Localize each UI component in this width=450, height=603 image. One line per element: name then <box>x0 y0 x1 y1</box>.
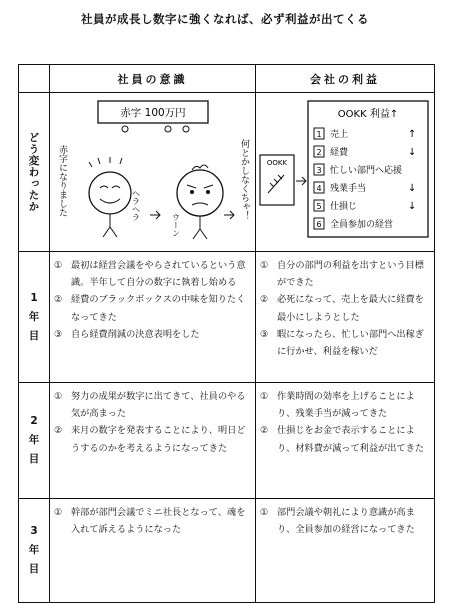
year-label <box>19 412 49 469</box>
year-label <box>19 522 49 579</box>
right-caption: 何とかしなくちゃ！ <box>239 139 249 220</box>
board-item-number: 5 <box>316 202 322 211</box>
list-item <box>260 388 430 422</box>
header-row <box>19 65 435 93</box>
employee-items-list <box>50 383 255 457</box>
year-company-cell <box>256 383 435 499</box>
employee-items-list <box>50 499 255 538</box>
arrow-right-icon-3 <box>296 177 306 185</box>
year-label-cell <box>19 252 50 383</box>
sign-hook-left <box>122 126 128 132</box>
item-text: 必死になって、売上を最大に経費を最小にしようとした <box>277 294 424 323</box>
board-item-number: 6 <box>316 220 322 229</box>
board-item-arrow: ↓ <box>408 201 417 212</box>
year-row <box>19 499 435 603</box>
list-item <box>54 291 251 325</box>
year-label-char: 年 <box>28 434 40 446</box>
year-label-char: 年 <box>28 310 40 323</box>
profit-board-items <box>314 128 416 230</box>
list-item <box>260 422 430 456</box>
year-label-char: 2 <box>30 415 38 427</box>
list-item <box>54 422 251 456</box>
worried-face-icon <box>177 165 223 239</box>
item-number: ② <box>260 294 269 306</box>
list-item <box>54 504 251 538</box>
year-row <box>19 383 435 499</box>
year-label-char: 3 <box>30 525 38 537</box>
year-employee-cell <box>50 383 256 499</box>
arrow-right-icon <box>150 211 160 219</box>
page-title: 社員が成長し数字に強くなれば、必ず利益が出てくる <box>81 12 369 26</box>
right-face-sound: ウーン <box>171 213 181 237</box>
item-number: ② <box>260 425 269 437</box>
company-items-list <box>256 499 434 538</box>
list-item <box>54 388 251 422</box>
board-item-number: 3 <box>316 166 322 175</box>
item-text: 自ら経費削減の決意表明をした <box>71 328 200 340</box>
item-text: 部門会議や朝礼により意識が高まり、全員参加の経営になってきた <box>277 507 415 536</box>
company-items-list <box>256 383 434 457</box>
board-item-text: 経費 <box>330 148 349 158</box>
downtrend-icon <box>268 175 284 193</box>
board-item-text: 忙しい部門へ応援 <box>330 166 403 176</box>
illustration-right-cell <box>256 93 435 252</box>
list-item <box>260 291 430 325</box>
list-item <box>260 326 430 360</box>
sign-hook-center <box>165 126 171 132</box>
row-label-how-changed <box>19 93 50 252</box>
company-box-label: OOKK <box>266 159 288 167</box>
faces-illustration <box>50 93 256 251</box>
list-item <box>54 326 251 343</box>
year-label-char: 目 <box>28 329 40 342</box>
row-label-text: どう変わったか <box>27 131 40 213</box>
employee-items-list <box>50 252 255 343</box>
year-label-char: 1 <box>30 291 38 304</box>
item-number: ① <box>260 391 269 402</box>
year-company-cell <box>256 499 435 603</box>
board-item-number: 4 <box>316 184 322 193</box>
list-item <box>260 504 430 538</box>
board-item-text: 売上 <box>330 130 349 140</box>
list-item <box>54 257 251 291</box>
left-caption: 赤字になりました <box>57 145 67 217</box>
item-text: 最初は経営会議をやらされているという意識。半年して自分の数字に執着し始める <box>71 260 246 289</box>
sign-hook-right <box>183 126 189 132</box>
item-number: ① <box>54 391 63 402</box>
year-employee-cell <box>50 499 256 603</box>
board-item-text: 仕損じ <box>330 202 358 212</box>
item-text: 自分の部門の利益を出すという目標ができた <box>277 260 424 289</box>
item-number: ① <box>54 507 63 518</box>
item-number: ① <box>54 260 63 271</box>
year-label-char: 目 <box>28 453 40 465</box>
board-item-arrow: ↓ <box>408 147 417 158</box>
header-employee-awareness: 社員の意識 <box>50 65 256 93</box>
board-item-number: 2 <box>316 148 322 157</box>
illustration-row <box>19 93 435 252</box>
item-number: ③ <box>54 328 63 340</box>
year-label-char: 年 <box>28 544 40 556</box>
item-number: ① <box>260 507 269 518</box>
year-company-cell <box>256 252 435 383</box>
comparison-table <box>18 64 435 603</box>
board-item-arrow: ↓ <box>408 183 417 194</box>
smiling-face-icon <box>89 157 131 237</box>
profit-board-title: OOKK 利益↑ <box>337 109 399 120</box>
board-item-text: 残業手当 <box>330 184 367 194</box>
item-text: 作業時間の効率を上げることにより、残業手当が減ってきた <box>277 391 415 420</box>
year-row <box>19 252 435 383</box>
board-item-number: 1 <box>316 130 322 139</box>
board-item-arrow: ↑ <box>408 129 417 140</box>
item-number: ③ <box>260 328 269 340</box>
profit-board-illustration <box>256 93 435 251</box>
item-number: ② <box>54 294 63 306</box>
header-company-profit: 会社の利益 <box>256 65 435 93</box>
corner-cell <box>19 65 50 93</box>
left-face-sound: ヘラヘラ <box>131 189 141 221</box>
list-item <box>260 257 430 291</box>
year-label-cell <box>19 383 50 499</box>
year-label-char: 目 <box>28 563 40 575</box>
year-employee-cell <box>50 252 256 383</box>
company-items-list <box>256 252 434 360</box>
deficit-sign-text: 赤字 100万円 <box>120 107 186 119</box>
item-number: ① <box>260 260 269 271</box>
item-text: 仕損じをお金で表示することにより、材料費が減って利益が出てきた <box>277 425 424 454</box>
item-text: 暇になったら、忙しい部門へ出稼ぎに行かせ、利益を稼いだ <box>277 328 424 358</box>
arrow-right-icon-2 <box>224 211 234 219</box>
item-text: 経費のブラックボックスの中味を知りたくなってきた <box>71 294 246 323</box>
year-label <box>19 289 49 346</box>
year-label-cell <box>19 499 50 603</box>
item-text: 来月の数字を発表することにより、明日どうするのかを考えるようになってきた <box>71 425 246 454</box>
item-number: ② <box>54 425 63 437</box>
illustration-left-cell <box>50 93 256 252</box>
board-item-text: 全員参加の経営 <box>330 220 394 230</box>
item-text: 努力の成果が数字に出てきて、社員のやる気が高まった <box>71 391 246 420</box>
item-text: 幹部が部門会議でミニ社長となって、魂を入れて訴えるようになった <box>71 507 246 536</box>
